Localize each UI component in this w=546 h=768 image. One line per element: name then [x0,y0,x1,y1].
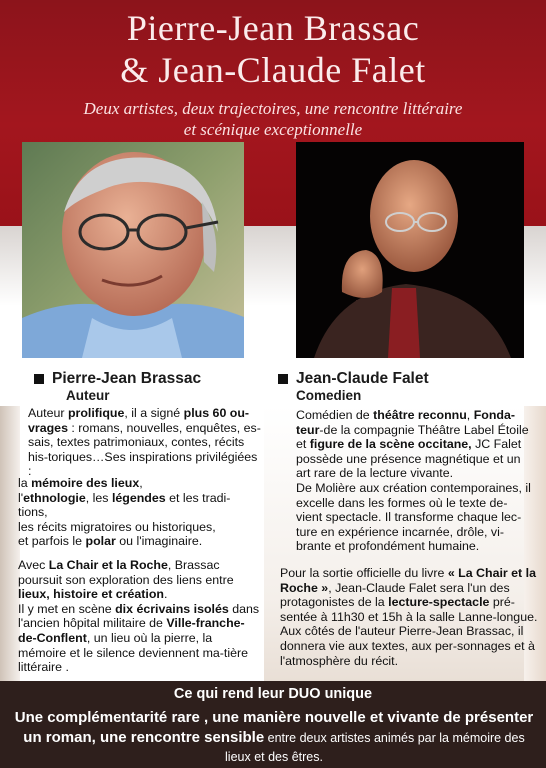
falet-intro: Comédien de théâtre reconnu, Fonda-teur-de la compagnie Théâtre Label Étoile et figure de la scène occitane, JC Falet possède une présence magnétique et un art rare de la lecture vivante. De Molière aux création contemporaines, il excelle dans les formes où le texte de-vient spectacle. Il transforme chaque lec-ture en expérience incarnée, drôle, vi-brante et profondément humaine. [296,408,531,554]
square-bullet-icon [34,374,44,384]
square-bullet-icon [278,374,288,384]
brassac-inspirations: la mémoire des lieux, l'ethnologie, les légendes et les tradi-tions, les récits migratoires ou historiques, et parfois le polar ou l'imaginaire. [18,476,231,549]
brassac-book-text: Avec La Chair et la Roche, Brassac poursuit son exploration des liens entre lieux, histoire et création. Il y met en scène dix écrivains isolés dans l'ancien hôpital militaire de Ville-franche-de-Conflent, un lieu où la pierre, la mémoire et le silence deviennent ma-tière littéraire . [18,558,260,675]
left-edge-decoration [0,406,20,681]
title-line-2: & Jean-Claude Falet [120,50,426,90]
brassac-photo [22,142,244,358]
title-line-1: Pierre-Jean Brassac [126,8,420,48]
brassac-intro: Auteur prolifique, il a signé plus 60 ou-vrages : romans, nouvelles, enquêtes, es-sais, textes patrimoniaux, contes, récits his-toriques…Ses inspirations privilégiées : [28,406,261,479]
subtitle-line-2: et scénique exceptionnelle [183,120,363,139]
footer-text: Une complémentarité rare , une manière nouvelle et vivante de présenter un roman, une rencontre sensible entre deux artistes animés par la mémoire des lieux et des êtres. [14,709,534,764]
falet-name: Jean-Claude Falet [296,370,429,387]
subtitle-line-1: Deux artistes, deux trajectoires, une rencontre littéraire [83,99,463,118]
falet-event-text: Pour la sortie officielle du livre « La Chair et la Roche », Jean-Claude Falet sera l'un des protagonistes de la lecture-spectacle pré-sentée à 11h30 et 15h à la salle Lanne-longue. Aux côtés de l'auteur Pierre-Jean Brassac, il donnera vie aux textes, aux per-sonnages et à l'atmosphère du récit. [280,566,538,668]
footer-heading: Ce qui rend leur DUO unique [173,686,373,702]
brassac-heading [34,370,201,388]
brassac-role: Auteur [66,388,110,403]
brassac-name: Pierre-Jean Brassac [52,370,202,387]
falet-role: Comedien [296,388,362,403]
falet-photo [296,142,524,358]
falet-heading [278,370,429,388]
